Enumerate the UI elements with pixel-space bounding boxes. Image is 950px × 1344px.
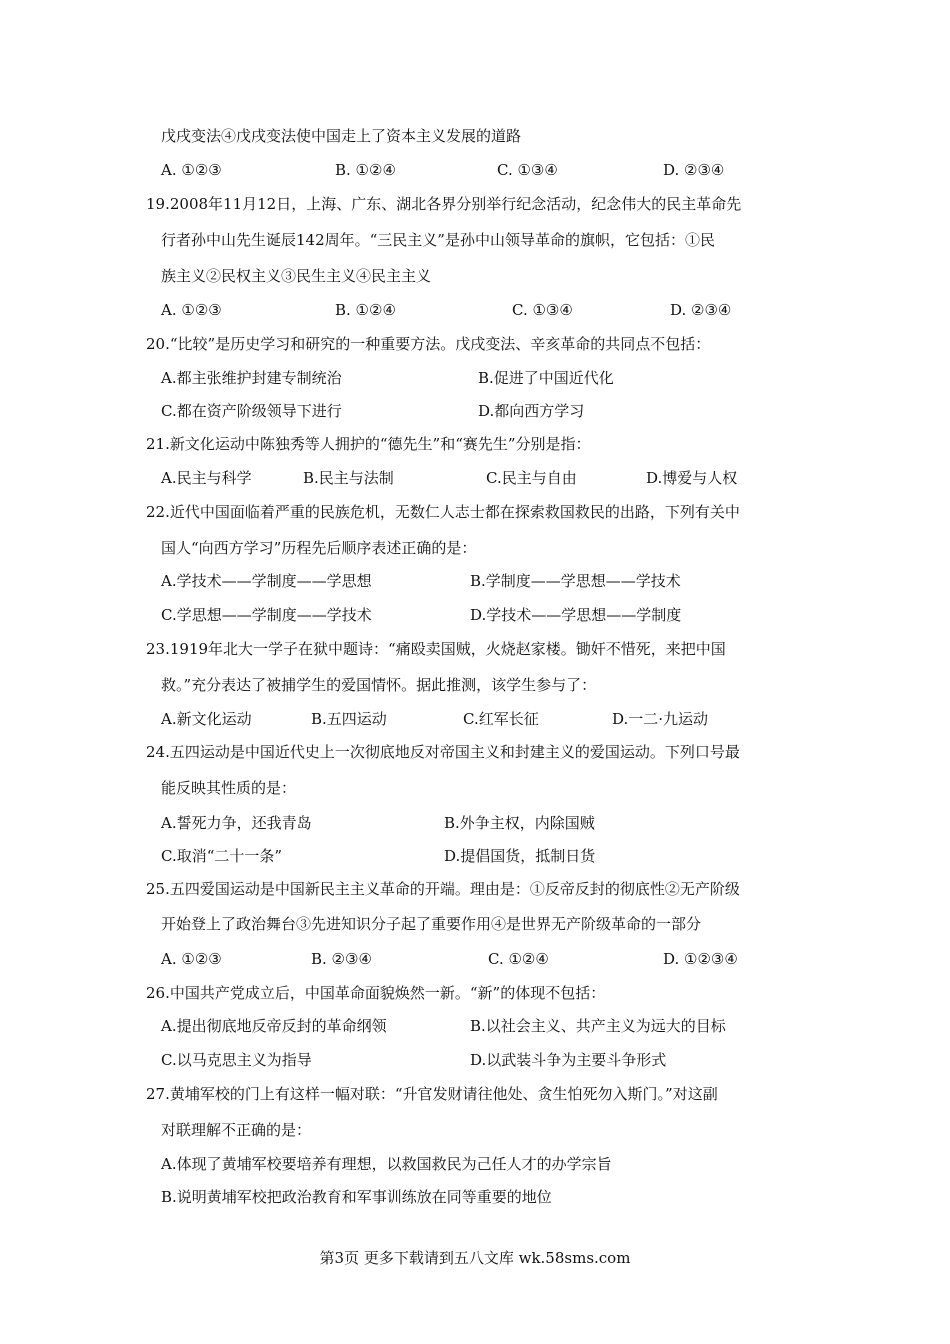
q18-option-d: D. ②③④ xyxy=(663,161,725,179)
q19-line-2: 行者孙中山先生诞辰142周年。“三民主义”是孙中山领导革命的旗帜，它包括：①民 xyxy=(161,231,715,249)
q24-line-1: 24.五四运动是中国近代史上一次彻底地反对帝国主义和封建主义的爱国运动。下列口号最 xyxy=(146,743,740,761)
page-footer: 第3页 更多下载请到五八文库 wk.58sms.com xyxy=(319,1249,631,1267)
q25-option-a: A. ①②③ xyxy=(161,950,222,968)
q21-option-b: B.民主与法制 xyxy=(303,469,394,487)
q27-line-1: 27.黄埔军校的门上有这样一幅对联：“升官发财请往他处、贪生怕死勿入斯门。”对这副 xyxy=(146,1085,718,1103)
q25-line-2: 开始登上了政治舞台③先进知识分子起了重要作用④是世界无产阶级革命的一部分 xyxy=(161,915,702,933)
q18-option-c: C. ①③④ xyxy=(497,161,558,179)
q18-option-a: A. ①②③ xyxy=(161,161,222,179)
q27-option-a: A.体现了黄埔军校要培养有理想，以救国救民为己任人才的办学宗旨 xyxy=(161,1155,612,1173)
q26-option-a: A.提出彻底地反帝反封的革命纲领 xyxy=(161,1017,387,1035)
q19-line-3: 族主义②民权主义③民生主义④民主主义 xyxy=(161,267,432,285)
q20-option-a: A.都主张维护封建专制统治 xyxy=(161,369,342,387)
q20-option-b: B.促进了中国近代化 xyxy=(478,369,614,387)
q25-line-1: 25.五四爱国运动是中国新民主主义革命的开端。理由是：①反帝反封的彻底性②无产阶级 xyxy=(146,880,740,898)
q19-option-a: A. ①②③ xyxy=(161,301,222,319)
q23-option-a: A.新文化运动 xyxy=(161,710,252,728)
q22-line-2: 国人“向西方学习”历程先后顺序表述正确的是： xyxy=(161,539,477,557)
q19-line-1: 19.2008年11月12日，上海、广东、湖北各界分别举行纪念活动，纪念伟大的民主革命先 xyxy=(146,195,742,213)
q22-option-b: B.学制度——学思想——学技术 xyxy=(470,572,681,590)
q23-option-b: B.五四运动 xyxy=(311,710,387,728)
q25-option-c: C. ①②④ xyxy=(488,950,549,968)
q24-option-b: B.外争主权，内除国贼 xyxy=(444,814,595,832)
q26-option-c: C.以马克思主义为指导 xyxy=(161,1051,312,1069)
q26-option-b: B.以社会主义、共产主义为远大的目标 xyxy=(470,1017,726,1035)
q21-option-a: A.民主与科学 xyxy=(161,469,252,487)
q24-line-2: 能反映其性质的是： xyxy=(161,779,297,797)
q25-option-d: D. ①②③④ xyxy=(663,950,738,968)
q23-line-2: 救。”充分表达了被捕学生的爱国情怀。据此推测，该学生参与了： xyxy=(161,676,597,694)
q23-option-c: C.红军长征 xyxy=(463,710,539,728)
q22-option-a: A.学技术——学制度——学思想 xyxy=(161,572,372,590)
q19-option-c: C. ①③④ xyxy=(512,301,573,319)
q20-option-c: C.都在资产阶级领导下进行 xyxy=(161,402,342,420)
q26-option-d: D.以武装斗争为主要斗争形式 xyxy=(470,1051,667,1069)
q27-line-2: 对联理解不正确的是： xyxy=(161,1121,312,1139)
q21-option-d: D.博爱与人权 xyxy=(646,469,738,487)
q25-option-b: B. ②③④ xyxy=(311,950,372,968)
q24-option-d: D.提倡国货，抵制日货 xyxy=(444,847,596,865)
q27-option-b: B.说明黄埔军校把政治教育和军事训练放在同等重要的地位 xyxy=(161,1188,552,1206)
q18-continuation: 戊戌变法④戊戌变法使中国走上了资本主义发展的道路 xyxy=(161,127,522,145)
q20-option-d: D.都向西方学习 xyxy=(478,402,585,420)
q21-line-1: 21.新文化运动中陈独秀等人拥护的“德先生”和“赛先生”分别是指： xyxy=(146,435,591,453)
q19-option-b: B. ①②④ xyxy=(335,301,396,319)
q18-option-b: B. ①②④ xyxy=(335,161,396,179)
q23-option-d: D.一二·九运动 xyxy=(612,710,709,728)
q20-line-1: 20.“比较”是历史学习和研究的一种重要方法。戊戌变法、辛亥革命的共同点不包括： xyxy=(146,335,711,353)
q21-option-c: C.民主与自由 xyxy=(486,469,577,487)
q24-option-a: A.誓死力争，还我青岛 xyxy=(161,814,312,832)
q22-option-c: C.学思想——学制度——学技术 xyxy=(161,606,372,624)
q22-option-d: D.学技术——学思想——学制度 xyxy=(470,606,682,624)
q22-line-1: 22.近代中国面临着严重的民族危机，无数仁人志士都在探索救国救民的出路，下列有关中 xyxy=(146,503,740,521)
q19-option-d: D. ②③④ xyxy=(670,301,732,319)
q26-line-1: 26.中国共产党成立后，中国革命面貌焕然一新。“新”的体现不包括： xyxy=(146,984,606,1002)
q23-line-1: 23.1919年北大一学子在狱中题诗：“痛殴卖国贼，火烧赵家楼。锄奸不惜死，来把中国 xyxy=(146,640,726,658)
q24-option-c: C.取消“二十一条” xyxy=(161,847,283,865)
